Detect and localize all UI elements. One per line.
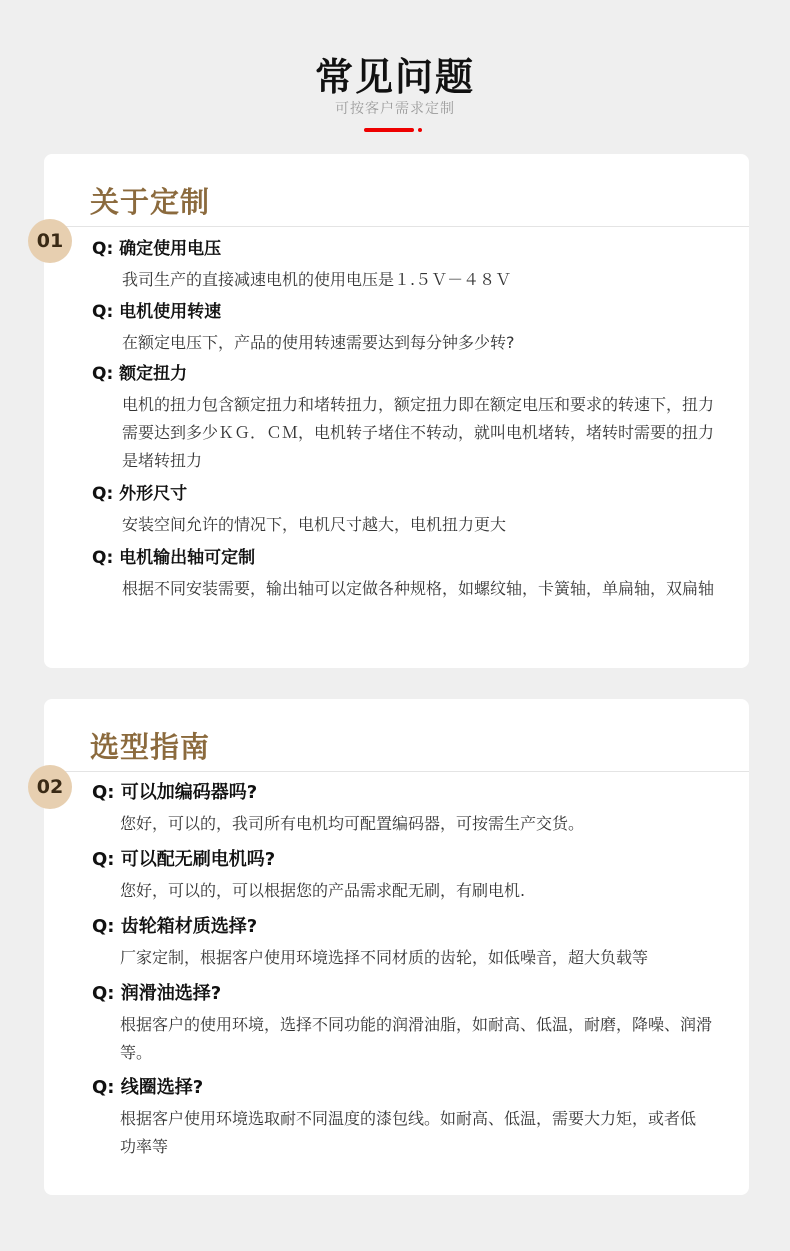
qa-item — [92, 482, 742, 539]
question: Q: 确定使用电压 — [92, 239, 222, 259]
answer: 根据客户使用环境选取耐不同温度的漆包线。如耐高、低温，需要大力矩，或者低功率等 — [120, 1109, 697, 1156]
qa-item — [92, 237, 742, 294]
question: Q: 润滑油选择? — [92, 983, 222, 1004]
qa-item — [92, 848, 742, 905]
section-title: 选型指南 — [90, 730, 211, 764]
page-title: 常见问题 — [314, 55, 475, 99]
answer: 您好，可以的，我司所有电机均可配置编码器，可按需生产交货。 — [120, 814, 585, 833]
section-divider — [44, 771, 749, 772]
answer: 在额定电压下，产品的使用转速需要达到每分钟多少转? — [122, 333, 515, 352]
qa-item — [92, 982, 742, 1067]
answer: 根据不同安装需要，输出轴可以定做各种规格，如螺纹轴，卡簧轴，单扁轴，双扁轴 — [122, 579, 715, 598]
question: Q: 电机使用转速 — [92, 302, 222, 322]
section-divider — [44, 226, 749, 227]
question: Q: 齿轮箱材质选择? — [92, 916, 258, 937]
answer: 电机的扭力包含额定扭力和堵转扭力，额定扭力即在额定电压和要求的转速下，扭力需要达到多少ＫＧ．ＣＭ，电机转子堵住不转动，就叫电机堵转，堵转时需要的扭力是堵转扭力 — [122, 395, 715, 470]
title-underline — [364, 128, 414, 132]
answer: 安装空间允许的情况下，电机尺寸越大，电机扭力更大 — [122, 515, 507, 534]
qa-item — [92, 546, 742, 603]
question: Q: 电机输出轴可定制 — [92, 548, 256, 568]
title-underline-dot — [418, 128, 422, 132]
question: Q: 线圈选择? — [92, 1077, 204, 1098]
section-number-badge: 02 — [28, 765, 72, 809]
section-number-badge: 01 — [28, 219, 72, 263]
qa-item — [92, 915, 742, 972]
qa-item — [92, 1076, 742, 1161]
answer: 厂家定制，根据客户使用环境选择不同材质的齿轮，如低噪音，超大负载等 — [120, 948, 649, 967]
page-header — [0, 0, 790, 150]
question: Q: 可以加编码器吗? — [92, 782, 258, 803]
qa-item — [92, 300, 742, 357]
question: Q: 额定扭力 — [92, 364, 188, 384]
qa-item — [92, 362, 742, 475]
question: Q: 外形尺寸 — [92, 484, 188, 504]
answer: 我司生产的直接减速电机的使用电压是１.５Ｖ－４８Ｖ — [122, 270, 512, 289]
qa-item — [92, 781, 742, 838]
faq-card-selection-guide — [44, 699, 749, 1195]
question: Q: 可以配无刷电机吗? — [92, 849, 276, 870]
faq-card-customization — [44, 154, 749, 668]
section-title: 关于定制 — [90, 185, 211, 219]
page-subtitle: 可按客户需求定制 — [335, 101, 455, 117]
answer: 根据客户的使用环境，选择不同功能的润滑油脂，如耐高、低温，耐磨，降噪、润滑等。 — [120, 1015, 713, 1062]
answer: 您好，可以的，可以根据您的产品需求配无刷，有刷电机. — [120, 881, 526, 900]
